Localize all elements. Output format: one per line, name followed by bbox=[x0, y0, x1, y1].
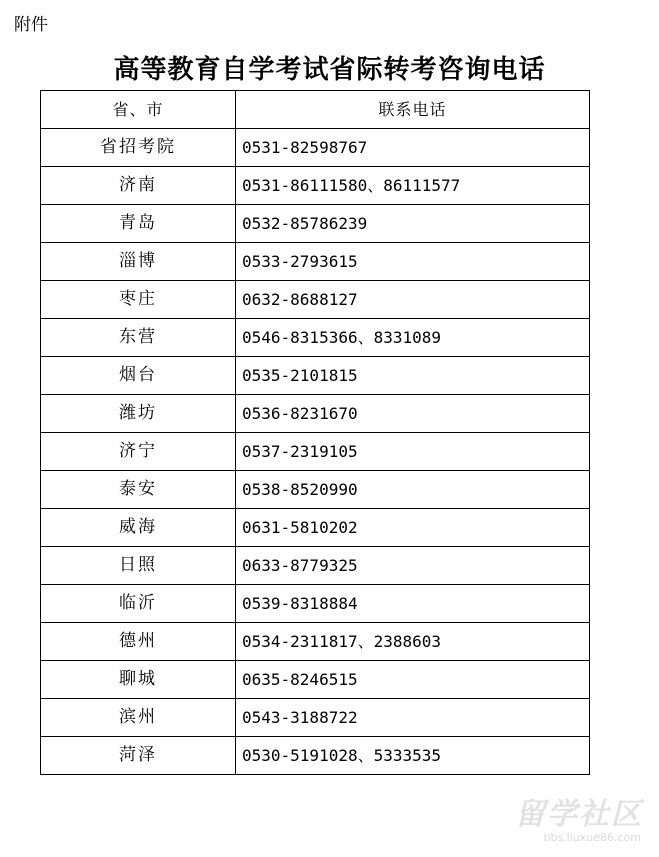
table-row bbox=[41, 243, 590, 281]
phone-cell: 0535-2101815 bbox=[236, 357, 590, 395]
phone-cell: 0536-8231670 bbox=[236, 395, 590, 433]
phone-cell: 0543-3188722 bbox=[236, 699, 590, 737]
table-row bbox=[41, 737, 590, 775]
table-row bbox=[41, 357, 590, 395]
phone-cell: 0534-2311817、2388603 bbox=[236, 623, 590, 661]
attachment-label: 附件 bbox=[14, 15, 48, 35]
phone-cell: 0531-82598767 bbox=[236, 129, 590, 167]
city-cell: 聊城 bbox=[41, 661, 236, 699]
city-cell: 济南 bbox=[41, 167, 236, 205]
phone-cell: 0546-8315366、8331089 bbox=[236, 319, 590, 357]
city-cell: 烟台 bbox=[41, 357, 236, 395]
phone-cell: 0635-8246515 bbox=[236, 661, 590, 699]
table-row bbox=[41, 509, 590, 547]
table-row bbox=[41, 623, 590, 661]
header-phone: 联系电话 bbox=[236, 91, 590, 129]
table-row bbox=[41, 395, 590, 433]
phone-cell: 0633-8779325 bbox=[236, 547, 590, 585]
watermark-url: bbs.liuxue86.com bbox=[543, 831, 641, 844]
city-cell: 滨州 bbox=[41, 699, 236, 737]
site-watermark bbox=[483, 799, 643, 847]
table-row bbox=[41, 281, 590, 319]
phone-cell: 0538-8520990 bbox=[236, 471, 590, 509]
city-cell: 潍坊 bbox=[41, 395, 236, 433]
phone-cell: 0530-5191028、5333535 bbox=[236, 737, 590, 775]
table-row bbox=[41, 129, 590, 167]
table-row bbox=[41, 205, 590, 243]
table-row bbox=[41, 433, 590, 471]
phone-cell: 0632-8688127 bbox=[236, 281, 590, 319]
city-cell: 淄博 bbox=[41, 243, 236, 281]
phone-cell: 0631-5810202 bbox=[236, 509, 590, 547]
contact-table bbox=[40, 90, 590, 775]
table-row bbox=[41, 547, 590, 585]
table-row bbox=[41, 661, 590, 699]
phone-cell: 0537-2319105 bbox=[236, 433, 590, 471]
city-cell: 日照 bbox=[41, 547, 236, 585]
phone-cell: 0532-85786239 bbox=[236, 205, 590, 243]
table-row bbox=[41, 585, 590, 623]
city-cell: 济宁 bbox=[41, 433, 236, 471]
table-row bbox=[41, 699, 590, 737]
header-city: 省、市 bbox=[41, 91, 236, 129]
table-row bbox=[41, 471, 590, 509]
city-cell: 菏泽 bbox=[41, 737, 236, 775]
phone-cell: 0533-2793615 bbox=[236, 243, 590, 281]
city-cell: 省招考院 bbox=[41, 129, 236, 167]
watermark-logo-text: 留学社区 bbox=[515, 797, 643, 832]
table-row bbox=[41, 167, 590, 205]
phone-cell: 0531-86111580、86111577 bbox=[236, 167, 590, 205]
city-cell: 泰安 bbox=[41, 471, 236, 509]
city-cell: 青岛 bbox=[41, 205, 236, 243]
table-row bbox=[41, 319, 590, 357]
city-cell: 临沂 bbox=[41, 585, 236, 623]
document-title: 高等教育自学考试省际转考咨询电话 bbox=[113, 55, 546, 85]
city-cell: 德州 bbox=[41, 623, 236, 661]
city-cell: 枣庄 bbox=[41, 281, 236, 319]
city-cell: 威海 bbox=[41, 509, 236, 547]
city-cell: 东营 bbox=[41, 319, 236, 357]
phone-cell: 0539-8318884 bbox=[236, 585, 590, 623]
table-header-row bbox=[41, 91, 590, 129]
